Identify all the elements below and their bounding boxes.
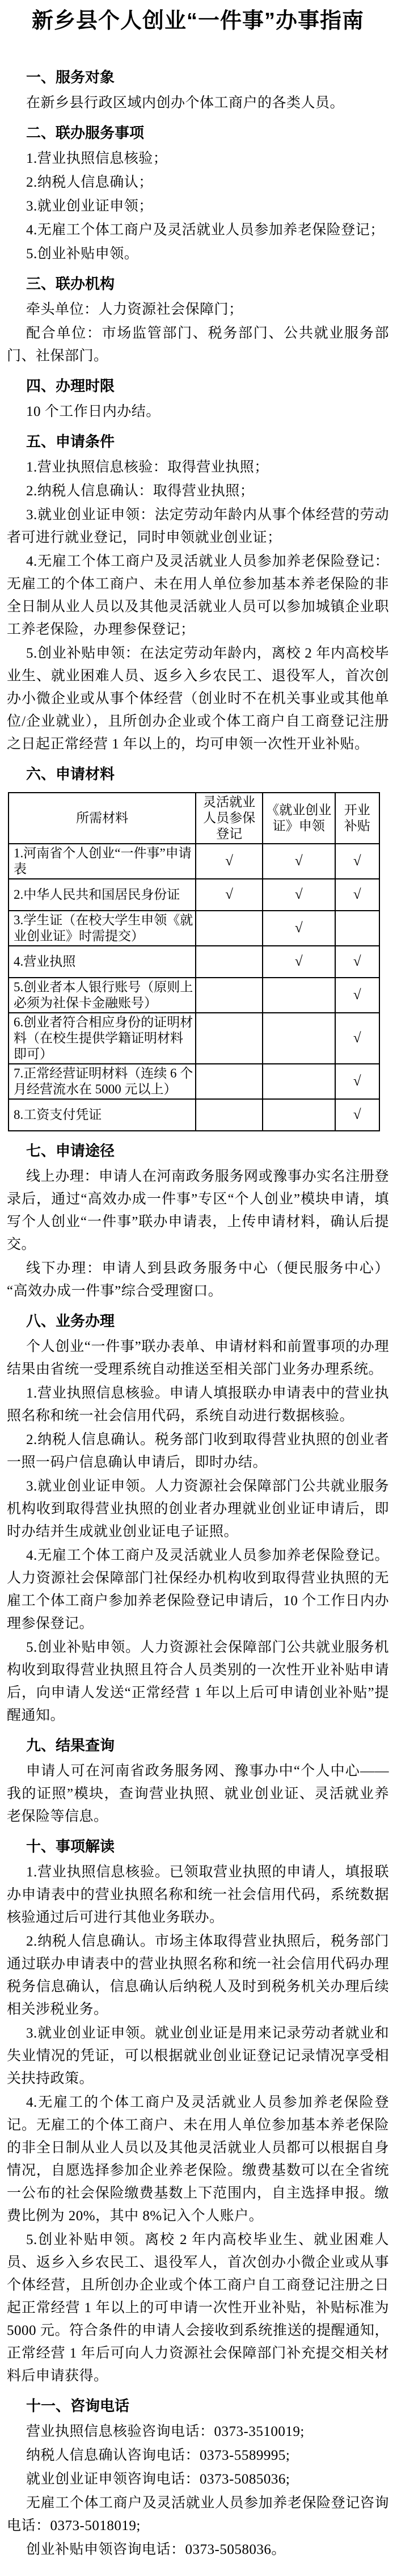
section-heading: 一、服务对象 bbox=[26, 69, 115, 86]
material-name-cell: 1.河南省个人创业“一件事”申请表 bbox=[9, 844, 196, 879]
paragraph: 1.营业执照信息核验。已领取营业执照的申请人，填报联办申请表中的营业执照名称和统一社会信用代码，系统数据核验通过后可进行其他业务联办。 bbox=[7, 1864, 389, 1925]
column-header: 所需材料 bbox=[9, 793, 196, 844]
paragraph: 线下办理：申请人到县政务服务中心（便民服务中心）“高效办成一件事”综合受理窗口。 bbox=[7, 1261, 389, 1299]
empty-cell bbox=[196, 1099, 263, 1131]
section-heading: 八、业务办理 bbox=[26, 1312, 115, 1329]
check-cell: √ bbox=[335, 1064, 379, 1099]
table-row bbox=[9, 978, 379, 1013]
check-cell: √ bbox=[263, 879, 335, 911]
document-body bbox=[7, 66, 389, 2561]
material-name-cell: 5.创业者本人银行账号（原则上必须为社保卡金融账号） bbox=[9, 978, 196, 1013]
material-name-cell: 8.工资支付凭证 bbox=[9, 1099, 196, 1131]
empty-cell bbox=[196, 946, 263, 978]
paragraph: 3.就业创业证申领； bbox=[26, 199, 153, 214]
table-header-row bbox=[9, 793, 379, 844]
material-name-cell: 6.创业者符合相应身份的证明材料（在校生提供学籍证明材料即可） bbox=[9, 1013, 196, 1064]
table-row bbox=[9, 1013, 379, 1064]
check-cell: √ bbox=[263, 946, 335, 978]
paragraph: 3.就业创业证申领：法定劳动年龄内从事个体经营的劳动者可进行就业登记，同时申领就业创业证； bbox=[7, 507, 389, 545]
empty-cell bbox=[335, 911, 379, 946]
empty-cell bbox=[263, 978, 335, 1013]
paragraph: 线上办理：申请人在河南政务服务网或豫事办实名注册登录后，通过“高效办成一件事”专区“个人创业”模块申请，填写个人创业“一件事”联办申请表，上传申请材料，确认后提交。 bbox=[7, 1169, 389, 1252]
paragraph: 4.无雇工的个体工商户及灵活就业人员参加养老保险登记。无雇工的个体工商户、未在用人单位参加基本养老保险的非全日制从业人员以及其他灵活就业人员都可以根据自身情况，自愿选择参加企业养老保险。缴费基数可以在全省统一公布的社会保险缴费基数上下范围内，自主选择申报。缴费比例为 20%，其中 8%记入个人账户。 bbox=[7, 2095, 389, 2224]
empty-cell bbox=[196, 1013, 263, 1064]
check-cell: √ bbox=[335, 1013, 379, 1064]
paragraph: 5.创业补贴申领。人力资源社会保障部门公共就业服务机构收到取得营业执照且符合人员类别的一次性开业补贴申请后，向申请人发送“正常经营 1 年以上后可申请创业补贴”提醒通知。 bbox=[7, 1640, 389, 1723]
check-cell: √ bbox=[335, 879, 379, 911]
materials-table bbox=[8, 792, 380, 1131]
empty-cell bbox=[196, 911, 263, 946]
section-heading: 十一、咨询电话 bbox=[26, 2397, 130, 2414]
table-row bbox=[9, 879, 379, 911]
empty-cell bbox=[263, 1064, 335, 1099]
paragraph: 配合单位：市场监管部门、税务部门、公共就业服务部门、社保部门。 bbox=[7, 326, 389, 364]
paragraph: 营业执照信息核验咨询电话：0373-3510019; bbox=[26, 2424, 305, 2439]
paragraph: 1.营业执照信息核验； bbox=[26, 151, 168, 166]
paragraph: 1.营业执照信息核验。申请人填报联办申请表中的营业执照名称和统一社会信用代码，系统自动进行数据核验。 bbox=[7, 1386, 389, 1424]
paragraph: 申请人可在河南省政务服务网、豫事办中“个人中心——我的证照”模块，查询营业执照、就业创业证、灵活就业养老保险等信息。 bbox=[7, 1763, 389, 1824]
check-cell: √ bbox=[335, 946, 379, 978]
paragraph: 在新乡县行政区域内创办个体工商户的各类人员。 bbox=[26, 95, 345, 111]
section-heading: 十、事项解读 bbox=[26, 1838, 115, 1855]
paragraph: 2.纳税人信息确认：取得营业执照； bbox=[26, 483, 255, 499]
table-row bbox=[9, 844, 379, 879]
material-name-cell: 3.学生证（在校大学生申领《就业创业证》时需提交） bbox=[9, 911, 196, 946]
paragraph: 4.无雇工个体工商户及灵活就业人员参加养老保险登记：无雇工的个体工商户、未在用人单位参加基本养老保险的非全日制从业人员以及其他灵活就业人员可以参加城镇企业职工养老保险，办理参保登记； bbox=[7, 554, 389, 637]
empty-cell bbox=[196, 1064, 263, 1099]
column-header: 《就业创业证》申领 bbox=[263, 793, 335, 844]
paragraph: 个人创业“一件事”联办表单、申请材料和前置事项的办理结果由省统一受理系统自动推送至相关部门业务办理系统。 bbox=[7, 1339, 389, 1377]
paragraph: 2.纳税人信息确认。市场主体取得营业执照后，税务部门通过联办申请表中的营业执照名称和统一社会信用代码办理税务信息确认，信息确认后纳税人及时到税务机关办理后续相关涉税业务。 bbox=[7, 1934, 389, 2017]
table-row bbox=[9, 946, 379, 978]
paragraph: 1.营业执照信息核验：取得营业执照； bbox=[26, 460, 269, 475]
paragraph: 创业补贴申领咨询电话：0373-5058036。 bbox=[26, 2542, 286, 2557]
section-heading: 九、结果查询 bbox=[26, 1737, 115, 1754]
paragraph: 4.无雇工个体工商户及灵活就业人员参加养老保险登记。人力资源社会保障部门社保经办机构收到取得营业执照的无雇工个体工商户参加养老保险登记申请后，10 个工作日内办理参保登记。 bbox=[7, 1548, 389, 1631]
table-row bbox=[9, 1099, 379, 1131]
paragraph: 牵头单位：人力资源社会保障门； bbox=[26, 302, 243, 317]
table-row bbox=[9, 1064, 379, 1099]
empty-cell bbox=[196, 978, 263, 1013]
paragraph: 纳税人信息确认咨询电话：0373-5589995; bbox=[26, 2448, 290, 2463]
table-row bbox=[9, 911, 379, 946]
section-heading: 六、申请材料 bbox=[26, 765, 115, 782]
page-title: 新乡县个人创业“一件事”办事指南 bbox=[31, 9, 364, 33]
column-header: 开业补贴 bbox=[335, 793, 379, 844]
paragraph: 10 个工作日内办结。 bbox=[26, 404, 161, 419]
check-cell: √ bbox=[335, 1099, 379, 1131]
paragraph: 3.就业创业证申领。人力资源社会保障部门公共就业服务机构收到取得营业执照的创业者办理就业创业证申请后，即时办结并生成就业创业证电子证照。 bbox=[7, 1479, 389, 1539]
paragraph: 5.创业补贴申领。离校 2 年内高校毕业生、就业困难人员、返乡入乡农民工、退役军人，首次创办小微企业或从事个体经营，且所创办企业或个体工商户自工商登记注册之日起正常经营 1 年以上的可申请一次性开业补贴，补贴标准为 5000 元。符合条件的申请人会接收到系统推送的提醒通知，正常经营 1 年后可向人力资源社会保障部门补充提交相关材料后申请获得。 bbox=[7, 2232, 389, 2384]
section-heading: 二、联办服务事项 bbox=[26, 124, 145, 141]
empty-cell bbox=[263, 1013, 335, 1064]
section-heading: 七、申请途径 bbox=[26, 1142, 115, 1159]
paragraph: 4.无雇工个体工商户及灵活就业人员参加养老保险登记； bbox=[26, 222, 385, 238]
empty-cell bbox=[263, 1099, 335, 1131]
check-cell: √ bbox=[196, 879, 263, 911]
section-heading: 三、联办机构 bbox=[26, 275, 115, 292]
paragraph: 2.纳税人信息确认。税务部门收到取得营业执照的创业者一照一码户信息确认申请后，即时办结。 bbox=[7, 1432, 389, 1470]
material-name-cell: 7.正常经营证明材料（连续 6 个月经营流水在 5000 元以上） bbox=[9, 1064, 196, 1099]
check-cell: √ bbox=[263, 844, 335, 879]
check-cell: √ bbox=[335, 844, 379, 879]
check-cell: √ bbox=[196, 844, 263, 879]
check-cell: √ bbox=[263, 911, 335, 946]
paragraph: 3.就业创业证申领。就业创业证是用来记录劳动者就业和失业情况的凭证，可以根据就业创业证登记记录情况享受相关扶持政策。 bbox=[7, 2026, 389, 2086]
paragraph: 就业创业证申领咨询电话：0373-5085036; bbox=[26, 2472, 290, 2487]
column-header: 灵活就业人员参保登记 bbox=[196, 793, 263, 844]
check-cell: √ bbox=[335, 978, 379, 1013]
section-heading: 四、办理时限 bbox=[26, 377, 115, 394]
paragraph: 5.创业补贴申领。 bbox=[26, 246, 139, 262]
material-name-cell: 2.中华人民共和国居民身份证 bbox=[9, 879, 196, 911]
paragraph: 2.纳税人信息确认； bbox=[26, 175, 153, 190]
paragraph: 无雇工个体工商户及灵活就业人员参加养老保险登记咨询电话：0373-5018019; bbox=[7, 2495, 389, 2533]
paragraph: 5.创业补贴申领：在法定劳动年龄内，离校 2 年内高校毕业生、就业困难人员、返乡入乡农民工、退役军人，首次创办小微企业或从事个体经营（创业时不在机关事业或其他单位/企业就业），且所创办企业或个体工商户自工商登记注册之日起正常经营 1 年以上的，均可申领一次性开业补贴。 bbox=[7, 646, 389, 752]
material-name-cell: 4.营业执照 bbox=[9, 946, 196, 978]
section-heading: 五、申请条件 bbox=[26, 433, 115, 450]
